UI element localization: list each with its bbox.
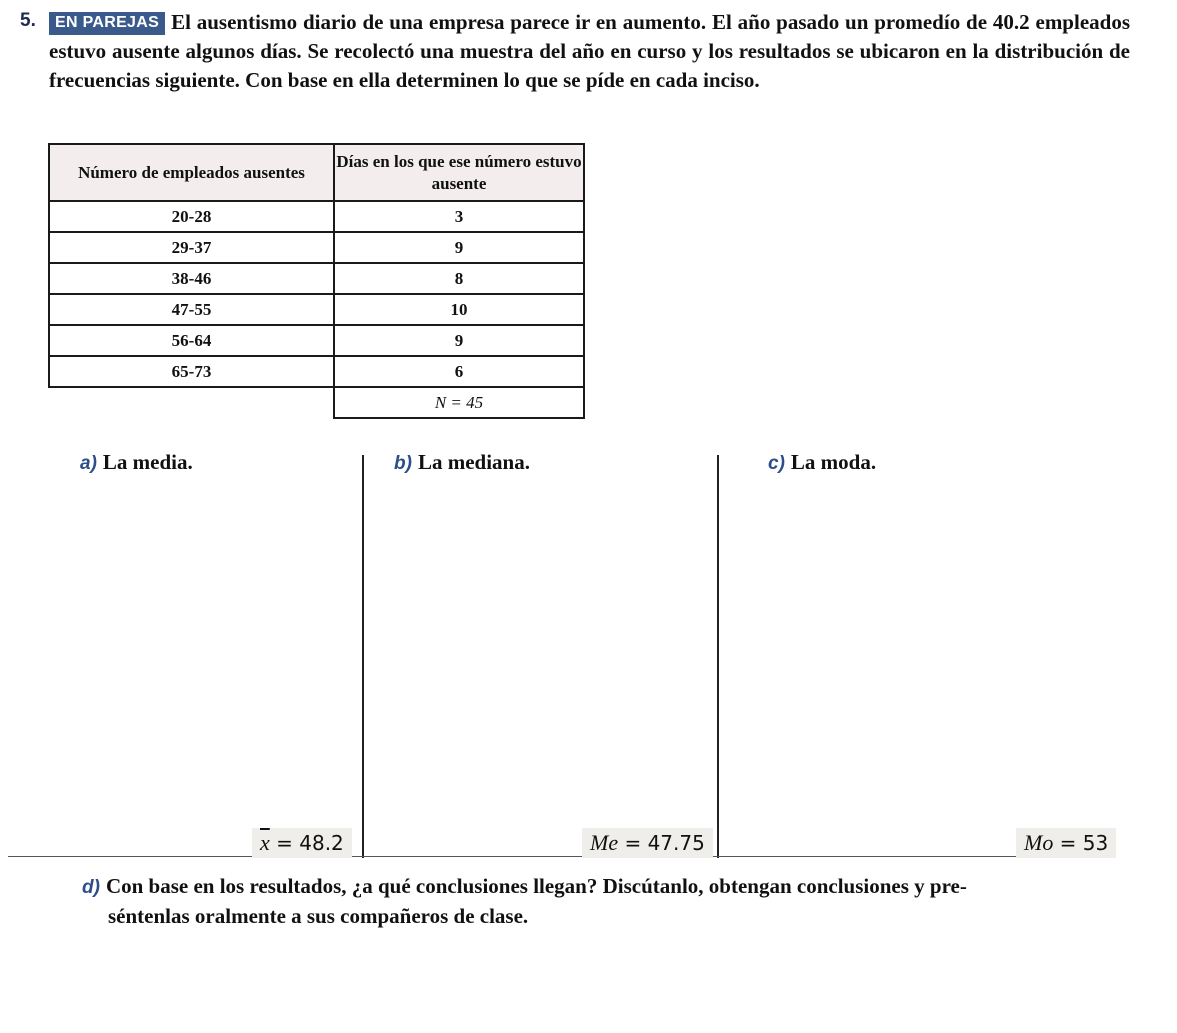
cell-range: 38-46 — [49, 263, 334, 294]
mean-value: = 48.2 — [269, 831, 344, 855]
cell-days: 9 — [334, 232, 584, 263]
median-symbol: Me — [590, 830, 619, 855]
table-row — [49, 325, 584, 356]
part-c-letter: c) — [768, 453, 785, 474]
mode-value: = 53 — [1053, 831, 1109, 855]
statement-text: El ausentismo diario de una empresa parece ir en aumento. El año pasado un promedío de 40.2 empleados estuvo ausente algunos días. Se recolectó una muestra del año en curso y los resultados se ubicaron en la distribución de frecuencias siguiente. Con base en ella determinen lo que se píde en cada inciso. — [49, 10, 1130, 92]
table-header-row — [49, 144, 584, 201]
frequency-table — [48, 143, 585, 419]
mean-result — [252, 828, 352, 858]
cell-range: 47-55 — [49, 294, 334, 325]
table-row — [49, 232, 584, 263]
total-empty-cell — [49, 387, 334, 418]
table-row — [49, 201, 584, 232]
part-d-letter: d) — [82, 877, 100, 898]
cell-days: 10 — [334, 294, 584, 325]
table-row — [49, 263, 584, 294]
cell-range: 20-28 — [49, 201, 334, 232]
part-d — [82, 872, 1127, 930]
cell-days: 8 — [334, 263, 584, 294]
part-a-letter: a) — [80, 453, 97, 474]
part-a-text: La media. — [102, 450, 193, 474]
part-a — [80, 450, 193, 475]
part-d-line2: séntenlas oralmente a sus compañeros de clase. — [108, 904, 529, 928]
part-c-text: La moda. — [790, 450, 877, 474]
part-b — [394, 450, 530, 475]
total-cell — [334, 387, 584, 418]
median-result — [582, 828, 713, 858]
cell-range: 29-37 — [49, 232, 334, 263]
problem-number: 5. — [20, 10, 36, 31]
part-d-line1: Con base en los resultados, ¿a qué conclusiones llegan? Discútanlo, obtengan conclusiones y pre- — [105, 874, 967, 898]
table-row — [49, 356, 584, 387]
part-b-letter: b) — [394, 453, 412, 474]
part-c — [768, 450, 876, 475]
problem-5 — [20, 8, 1130, 95]
cell-range: 65-73 — [49, 356, 334, 387]
total-value: = 45 — [450, 392, 484, 412]
en-parejas-badge: EN PAREJAS — [49, 12, 165, 35]
cell-days: 9 — [334, 325, 584, 356]
table-row — [49, 294, 584, 325]
answer-divider-1 — [362, 455, 364, 858]
table-total-row — [49, 387, 584, 418]
median-value: = 47.75 — [618, 831, 705, 855]
answer-divider-2 — [717, 455, 719, 858]
total-var: N — [434, 392, 447, 412]
mode-symbol: Mo — [1024, 830, 1054, 855]
header-employees: Número de empleados ausentes — [49, 144, 334, 201]
problem-statement — [49, 8, 1130, 95]
cell-range: 56-64 — [49, 325, 334, 356]
mean-symbol: $\overline{x}$ — [260, 830, 270, 855]
cell-days: 3 — [334, 201, 584, 232]
header-days: Días en los que ese número estuvo ausente — [334, 144, 584, 201]
mode-result — [1016, 828, 1116, 858]
cell-days: 6 — [334, 356, 584, 387]
answer-baseline — [8, 856, 1113, 857]
part-b-text: La mediana. — [417, 450, 530, 474]
